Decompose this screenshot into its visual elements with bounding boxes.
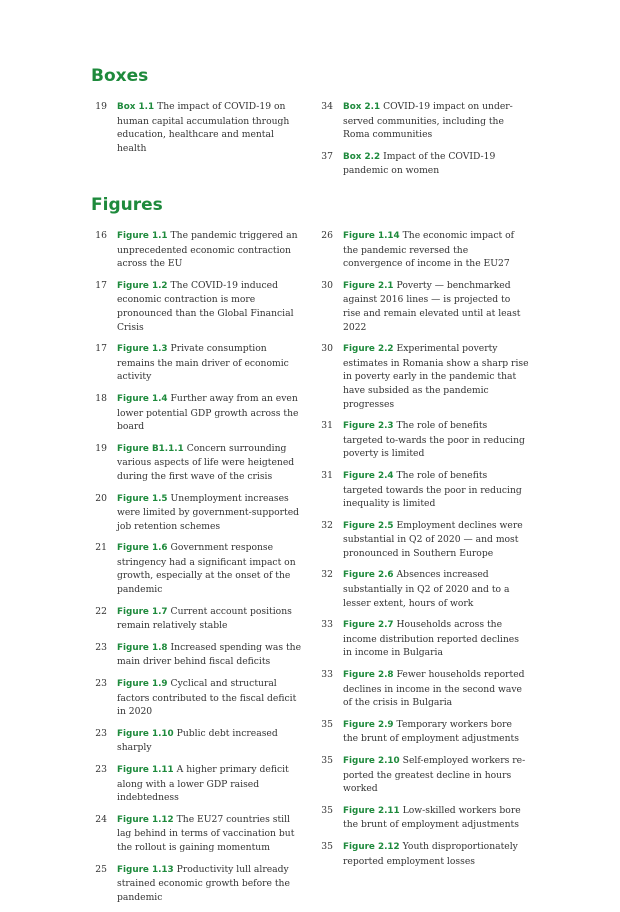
entry-label: Figure 1.6 [117, 543, 168, 554]
entry-title: Fewer households reported declines in income in the second wave of the crisis in Bulgaria [343, 669, 525, 709]
entry-title: The COVID-19 induced economic contraction is more pronounced than the Global Financial Crisis [117, 279, 294, 333]
entry-title: Employment declines were substantial in Q2 of 2020 — and most pronounced in Southern Europe [343, 519, 523, 559]
page-number: 31 [321, 469, 333, 481]
entry-label: Figure 2.10 [343, 756, 400, 766]
entry-title: Temporary workers bore the brunt of employment adjustments [343, 718, 519, 745]
page-number: 17 [95, 343, 107, 355]
entry-title: Further away from an even lower potential GDP growth across the board [117, 392, 299, 433]
page-number: 35 [321, 840, 333, 852]
toc-entry[interactable] [317, 419, 529, 461]
page-number: 23 [95, 727, 107, 739]
entry-label: Figure 1.5 [117, 493, 168, 504]
page-number: 16 [95, 230, 107, 241]
entry-label: Figure 2.9 [343, 719, 394, 730]
boxes-left-column [91, 100, 303, 163]
entry-label: Box 2.2 [343, 151, 381, 162]
figures-heading: Figures [91, 195, 163, 215]
page-number: 23 [95, 678, 107, 690]
page-number: 25 [95, 863, 107, 875]
entry-title: The economic impact of the pandemic reversed the convergence of income in the EU27 [343, 230, 515, 270]
entry-title: Impact of the COVID-19 pandemic on women [343, 150, 496, 177]
toc-entry[interactable] [317, 150, 529, 178]
toc-entry[interactable] [317, 668, 529, 710]
toc-entry[interactable] [317, 469, 529, 511]
toc-entry[interactable] [91, 863, 303, 905]
toc-entry[interactable] [91, 541, 303, 596]
page-number: 35 [321, 804, 333, 816]
entry-label: Figure 1.4 [117, 393, 168, 404]
entry-label: Figure 2.8 [343, 670, 394, 681]
page-number: 23 [95, 764, 107, 775]
entry-title: The pandemic triggered an unprecedented economic contraction across the EU [117, 230, 298, 270]
boxes-heading: Boxes [91, 66, 149, 86]
entry-label: Figure 1.8 [117, 642, 168, 653]
page-number: 20 [95, 492, 107, 504]
page-number: 30 [321, 279, 333, 291]
toc-entry[interactable] [317, 568, 529, 610]
toc-entry[interactable] [317, 840, 529, 868]
entry-title: Youth disproportionately reported employment losses [343, 840, 518, 867]
entry-label: Box 2.1 [343, 102, 381, 112]
entry-label: Figure 1.3 [117, 344, 168, 355]
toc-entry[interactable] [91, 492, 303, 534]
page-number: 33 [321, 669, 333, 681]
entry-label: Figure 1.13 [117, 864, 174, 875]
entry-label: Figure 1.11 [117, 765, 174, 775]
entry-title: Self-employed workers re-ported the greatest decline in hours worked [343, 755, 526, 795]
toc-entry[interactable] [91, 763, 303, 805]
entry-title: Government response stringency had a significant impact on growth, especially at the onset of the pandemic [117, 542, 296, 596]
entry-label: Figure 2.1 [343, 280, 394, 291]
page-number: 34 [321, 101, 333, 112]
entry-title: A higher primary deficit along with a lower GDP raised indebtedness [117, 764, 289, 804]
toc-entry[interactable] [91, 100, 303, 155]
entry-title: The impact of COVID-19 on human capital accumulation through education, healthcare and mental health [117, 101, 290, 154]
entry-title: COVID-19 impact on under-served communities, including the Roma communities [343, 101, 513, 141]
entry-label: Box 1.1 [117, 102, 155, 112]
page-number: 22 [95, 605, 107, 617]
toc-entry[interactable] [91, 727, 303, 755]
entry-title: Households across the income distribution reported declines in income in Bulgaria [343, 619, 519, 659]
entry-title: Public debt increased sharply [117, 727, 278, 754]
entry-label: Figure 2.3 [343, 421, 394, 432]
page-number: 33 [321, 619, 333, 631]
entry-title: Unemployment increases were limited by government-supported job retention schemes [117, 492, 300, 532]
page-number: 37 [321, 150, 333, 162]
page-number: 17 [95, 279, 107, 291]
entry-title: Productivity lull already strained economic growth before the pandemic [117, 863, 290, 903]
toc-entry[interactable] [91, 279, 303, 334]
toc-entry[interactable] [317, 804, 529, 832]
toc-entry[interactable] [317, 229, 529, 271]
entry-label: Figure 1.10 [117, 728, 174, 739]
page-number: 35 [321, 755, 333, 766]
entry-title: The role of benefits targeted to-wards the poor in reducing poverty is limited [343, 420, 525, 460]
toc-entry[interactable] [317, 519, 529, 561]
entry-label: Figure 2.5 [343, 520, 394, 531]
toc-entry[interactable] [317, 279, 529, 334]
entry-title: Cyclical and structural factors contributed to the fiscal deficit in 2020 [117, 678, 297, 718]
toc-entry[interactable] [91, 392, 303, 434]
entry-label: Figure 2.6 [343, 570, 394, 581]
entry-title: Current account positions remain relatively stable [117, 605, 292, 632]
toc-entry[interactable] [317, 342, 529, 411]
toc-entry[interactable] [317, 754, 529, 796]
entry-title: Concern surrounding various aspects of life were heigtened during the first wave of the crisis [117, 442, 295, 482]
entry-label: Figure 1.9 [117, 679, 168, 690]
toc-entry[interactable] [91, 813, 303, 855]
boxes-right-column [317, 100, 529, 186]
entry-label: Figure 2.7 [343, 620, 394, 631]
entry-label: Figure 2.2 [343, 344, 394, 355]
page-number: 21 [95, 542, 107, 554]
page-number: 18 [95, 392, 107, 404]
entry-title: The role of benefits targeted towards the poor in reducing inequality is limited [343, 469, 522, 510]
entry-label: Figure 1.7 [117, 606, 168, 617]
toc-entry[interactable] [91, 442, 303, 484]
entry-label: Figure 1.12 [117, 814, 174, 825]
page-number: 32 [321, 569, 333, 581]
figures-right-column [317, 229, 529, 876]
entry-label: Figure 2.11 [343, 805, 400, 816]
entry-label: Figure 2.12 [343, 841, 400, 852]
page-number: 35 [321, 718, 333, 730]
page-number: 32 [321, 519, 333, 531]
page-number: 23 [95, 641, 107, 653]
page-number: 19 [95, 101, 107, 112]
entry-title: Private consumption remains the main driver of economic activity [117, 343, 289, 383]
entry-label: Figure 1.2 [117, 280, 168, 291]
toc-entry[interactable] [91, 342, 303, 384]
entry-label: Figure 2.4 [343, 470, 394, 481]
page-number: 19 [95, 442, 107, 454]
toc-entry[interactable] [91, 229, 303, 271]
entry-title: Low-skilled workers bore the brunt of employment adjustments [343, 804, 521, 831]
toc-entry[interactable] [91, 641, 303, 669]
page-number: 30 [321, 343, 333, 355]
page-number: 26 [321, 230, 333, 241]
entry-label: Figure B1.1.1 [117, 443, 184, 454]
entry-title: The EU27 countries still lag behind in terms of vaccination but the rollout is gaining momentum [117, 813, 295, 853]
toc-entry[interactable] [91, 605, 303, 633]
entry-title: Poverty — benchmarked against 2016 lines — is projected to rise and remain elevated until at least 2022 [343, 279, 521, 333]
entry-title: Increased spending was the main driver behind fiscal deficits [117, 641, 302, 668]
entry-label: Figure 1.1 [117, 231, 168, 241]
page-number: 31 [321, 420, 333, 432]
toc-entry[interactable] [317, 618, 529, 660]
toc-entry[interactable] [317, 100, 529, 142]
toc-entry[interactable] [317, 718, 529, 746]
entry-title: Absences increased substantially in Q2 of 2020 and to a lesser extent, hours of work [343, 569, 510, 609]
page-number: 24 [95, 813, 107, 825]
entry-label: Figure 1.14 [343, 231, 400, 241]
toc-entry[interactable] [91, 677, 303, 719]
figures-left-column [91, 229, 303, 912]
entry-title: Experimental poverty estimates in Romania show a sharp rise in poverty early in the pandemic that have subsided as the pandemic progresses [343, 343, 529, 410]
